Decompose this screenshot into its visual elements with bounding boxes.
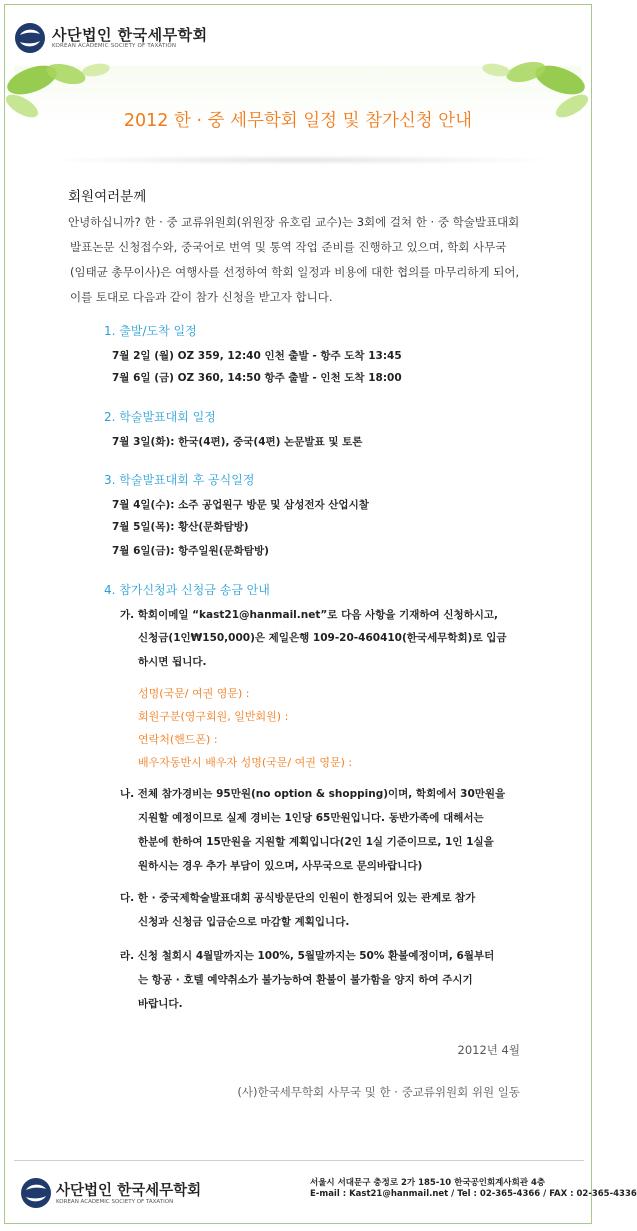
schedule-line: 7월 6일 (금) OZ 360, 14:50 항주 출발 - 인천 도착 18:00 [112,372,402,384]
item-na-line: 나. 전체 참가경비는 95만원(no option & shopping)이며, 학회에서 30만원을 [120,788,506,800]
intro-line: 이를 토대로 다음과 같이 참가 신청을 받고자 합니다. [70,290,333,304]
section-title: 4. 참가신청과 신청금 송금 안내 [104,583,270,597]
schedule-line: 7월 6일(금): 항주일원(문화탐방) [112,545,269,557]
item-na-line: 한분에 한하여 15만원을 지원할 계획입니다(2인 1실 기준이므로, 1인 1실을 [138,836,494,848]
form-field-label: 배우자동반시 배우자 성명(국문/ 여권 영문) : [138,756,353,769]
item-ga-line: 하시면 됩니다. [138,656,207,668]
item-ga-line: 가. 학회이메일 “kast21@hanmail.net”로 다음 사항을 기재하여 신청하시고, [120,609,499,621]
item-ga-line: 신청금(1인₩150,000)은 제일은행 109-20-460410(한국세무학회)로 입금 [138,632,507,644]
footer-address: 서울시 서대문구 충정로 2가 185-10 한국공인회계사회관 4층 [310,1178,546,1188]
item-ra-line: 는 항공 · 호텔 예약취소가 불가능하여 환불이 불가함을 양지 하여 주시기 [138,974,473,986]
item-da-line: 다. 한 · 중국제학술발표대회 공식방문단의 인원이 한정되어 있는 관계로 참가 [120,892,476,904]
society-logo-icon [20,1177,52,1209]
document-date: 2012년 4월 [457,1043,520,1057]
schedule-line: 7월 3일(화): 한국(4편), 중국(4편) 논문발표 및 토론 [112,436,363,448]
section-title: 3. 학술발표대회 후 공식일정 [104,473,255,487]
org-name: 사단법인 한국세무학회 [52,26,208,44]
title-banner [14,66,582,162]
item-na-line: 원하시는 경우 추가 부담이 있으며, 사무국으로 문의바랍니다) [138,860,423,872]
form-field-label: 성명(국문/ 여권 영문) : [138,687,250,700]
society-logo-icon [14,22,46,54]
footer-logo [20,1177,220,1213]
greeting: 회원여러분께 [68,189,147,205]
schedule-line: 7월 5일(목): 황산(문화탐방) [112,521,249,533]
intro-line: (임태균 총무이사)은 여행사를 선정하여 학회 일정과 비용에 대한 협의를 마무리하게 되어, [70,265,520,279]
item-da-line: 신청과 신청금 입금순으로 마감할 계획입니다. [138,916,350,928]
signature: (사)한국세무학회 사무국 및 한 · 중교류위원회 위원 일동 [237,1085,520,1099]
header-logo [14,22,314,58]
schedule-line: 7월 2일 (월) OZ 359, 12:40 인천 출발 - 항주 도착 13:45 [112,350,402,362]
item-ra-line: 라. 신청 철회시 4월말까지는 100%, 5월말까지는 50% 환불예정이며, 6월부터 [120,950,495,962]
intro-line: 안녕하십니까? 한 · 중 교류위원회(위원장 유호림 교수)는 3회에 걸쳐 한 · 중 학술발표대회 [68,215,520,229]
org-english-name: KOREAN ACADEMIC SOCIETY OF TAXATION [52,43,177,49]
footer-org-name: 사단법인 한국세무학회 [56,1183,202,1199]
item-ra-line: 바랍니다. [138,998,183,1010]
form-field-label: 회원구분(영구회원, 일반회원) : [138,710,289,723]
schedule-line: 7월 4일(수): 소주 공업원구 방문 및 삼성전자 산업시찰 [112,499,369,511]
banner-shadow [40,155,560,165]
intro-line: 발표논문 신청접수와, 중국어로 번역 및 통역 작업 준비를 진행하고 있으며, 학회 사무국 [70,240,507,254]
form-field-label: 연락처(핸드폰) : [138,733,218,746]
section-title: 2. 학술발표대회 일정 [104,410,216,424]
footer-contact: E-mail : Kast21@hanmail.net / Tel : 02-365-4366 / FAX : 02-365-4336 [310,1189,637,1199]
section-title: 1. 출발/도착 일정 [104,324,197,338]
footer-org-english: KOREAN ACADEMIC SOCIETY OF TAXATION [56,1199,174,1205]
page-title: 2012 한 · 중 세무학회 일정 및 참가신청 안내 [123,111,473,131]
footer-divider [14,1160,584,1161]
item-na-line: 지원할 예정이므로 실제 경비는 1인당 65만원입니다. 동반가족에 대해서는 [138,812,484,824]
